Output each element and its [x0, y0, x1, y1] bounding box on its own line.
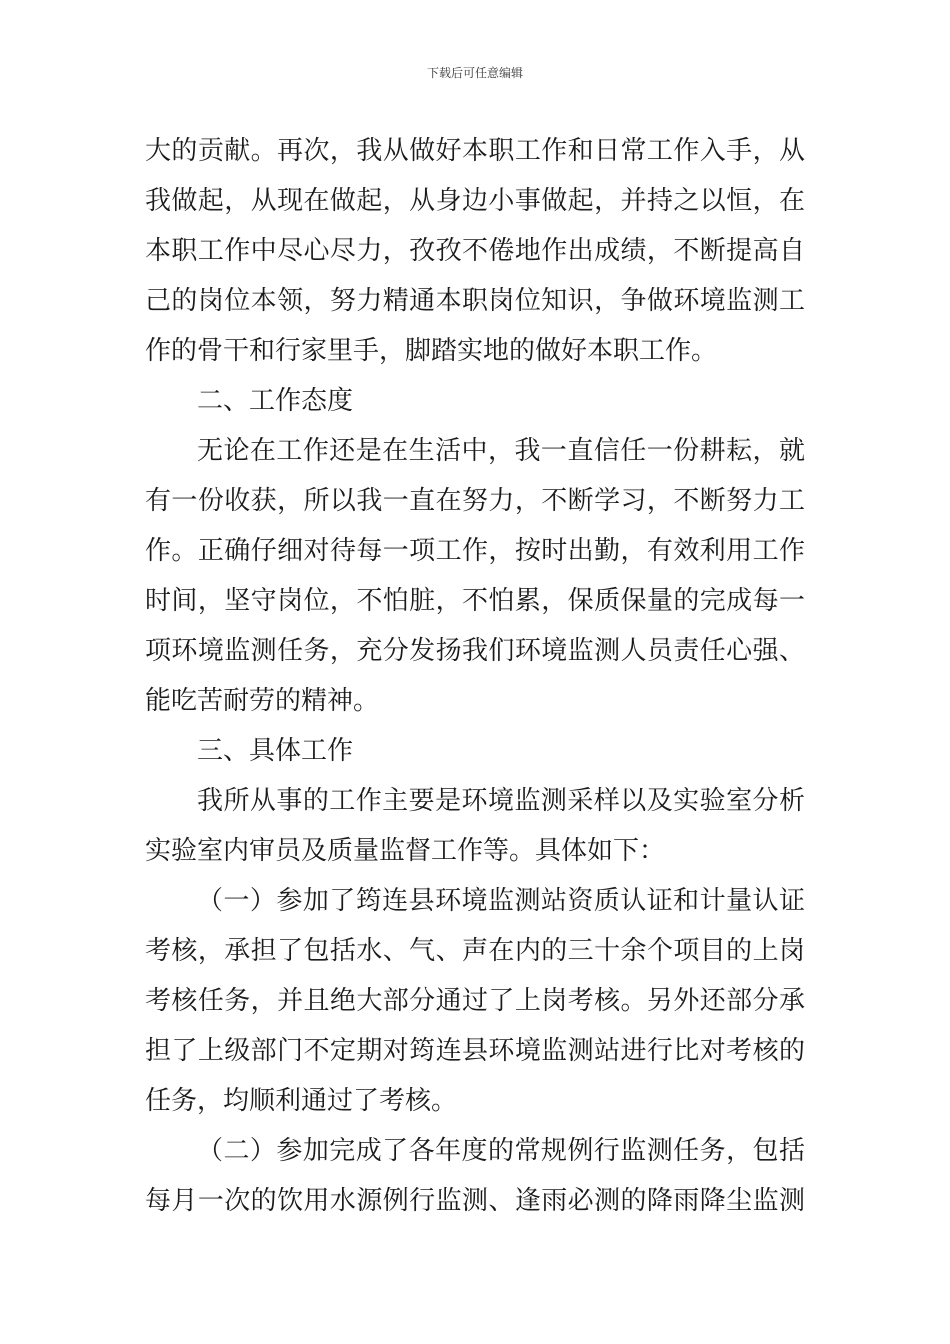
text-line: 作。正确仔细对待每一项工作，按时出勤，有效利用工作 [145, 536, 805, 566]
text-line: 三、具体工作 [197, 736, 354, 766]
text-line: 能吃苦耐劳的精神。 [145, 686, 380, 716]
text-line: 大的贡献。再次，我从做好本职工作和日常工作入手，从 [145, 136, 805, 166]
text-line: （二）参加完成了各年度的常规例行监测任务，包括 [197, 1136, 805, 1166]
text-line: 己的岗位本领，努力精通本职岗位知识，争做环境监测工 [145, 286, 805, 316]
text-line: 实验室内审员及质量监督工作等。具体如下： [145, 836, 666, 866]
text-line: 本职工作中尽心尽力，孜孜不倦地作出成绩，不断提高自 [145, 236, 805, 266]
text-line: 二、工作态度 [197, 386, 354, 416]
text-line: （一）参加了筠连县环境监测站资质认证和计量认证 [197, 886, 805, 916]
text-line: 项环境监测任务，充分发扬我们环境监测人员责任心强、 [145, 636, 805, 666]
text-line: 考核任务，并且绝大部分通过了上岗考核。另外还部分承 [145, 986, 805, 1016]
text-line: 作的骨干和行家里手，脚踏实地的做好本职工作。 [145, 336, 718, 366]
text-line: 我做起，从现在做起，从身边小事做起，并持之以恒，在 [145, 186, 805, 216]
page-header: 下载后可任意编辑 [426, 66, 523, 80]
text-line: 有一份收获，所以我一直在努力，不断学习，不断努力工 [145, 486, 805, 516]
document-body [145, 126, 805, 1226]
text-line: 无论在工作还是在生活中，我一直信任一份耕耘，就 [197, 436, 805, 466]
text-line: 我所从事的工作主要是环境监测采样以及实验室分析 [197, 786, 805, 816]
text-line: 时间，坚守岗位，不怕脏，不怕累，保质保量的完成每一 [145, 586, 805, 616]
text-line: 任务，均顺利通过了考核。 [145, 1086, 458, 1116]
text-line: 每月一次的饮用水源例行监测、逢雨必测的降雨降尘监测 [145, 1186, 805, 1216]
text-line: 担了上级部门不定期对筠连县环境监测站进行比对考核的 [145, 1036, 805, 1066]
text-line: 考核，承担了包括水、气、声在内的三十余个项目的上岗 [145, 936, 805, 966]
